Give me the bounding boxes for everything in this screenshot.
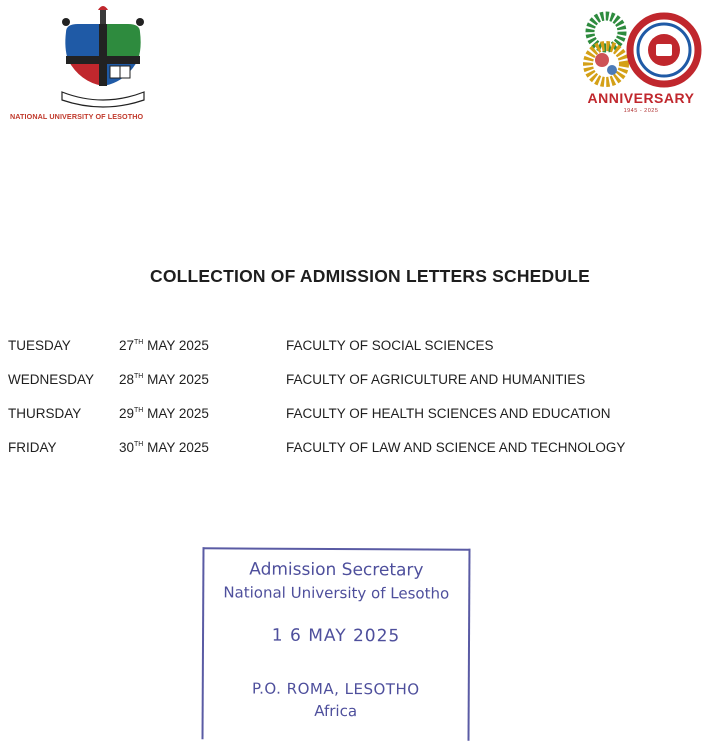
university-name: NATIONAL UNIVERSITY OF LESOTHO: [10, 112, 144, 121]
schedule-date: 29TH MAY 2025: [119, 406, 209, 421]
university-crest-icon: [58, 4, 148, 108]
anniversary-logo: [572, 10, 712, 120]
schedule-faculty: FACULTY OF AGRICULTURE AND HUMANITIES: [286, 372, 586, 387]
schedule-row: [8, 406, 708, 440]
university-logo: [10, 4, 175, 122]
schedule-faculty: FACULTY OF SOCIAL SCIENCES: [286, 338, 494, 353]
schedule-row: [8, 338, 708, 372]
document-title: COLLECTION OF ADMISSION LETTERS SCHEDULE: [150, 266, 590, 286]
schedule-date: 30TH MAY 2025: [119, 440, 209, 455]
schedule-date: 27TH MAY 2025: [119, 338, 209, 353]
stamp-address: P.O. ROMA, LESOTHO: [251, 679, 420, 699]
schedule-day: WEDNESDAY: [8, 372, 95, 387]
stamp-institution: National University of Lesotho: [223, 583, 450, 603]
schedule-day: TUESDAY: [8, 338, 71, 353]
schedule-row: [8, 440, 708, 474]
schedule-day: THURSDAY: [8, 406, 82, 421]
schedule-date: 28TH MAY 2025: [119, 372, 209, 387]
schedule-day: FRIDAY: [8, 440, 57, 455]
anniversary-word: ANNIVERSARY: [587, 90, 695, 106]
schedule-list: [8, 338, 708, 474]
schedule-row: [8, 372, 708, 406]
stamp-region: Africa: [314, 701, 358, 721]
official-stamp: [201, 547, 470, 740]
stamp-date: 1 6 MAY 2025: [271, 625, 401, 647]
stamp-office: Admission Secretary: [249, 559, 424, 581]
anniversary-80-emblem-icon: [572, 10, 712, 92]
schedule-faculty: FACULTY OF LAW AND SCIENCE AND TECHNOLOGY: [286, 440, 626, 455]
schedule-faculty: FACULTY OF HEALTH SCIENCES AND EDUCATION: [286, 406, 611, 421]
anniversary-years: 1945 - 2025: [623, 108, 659, 114]
